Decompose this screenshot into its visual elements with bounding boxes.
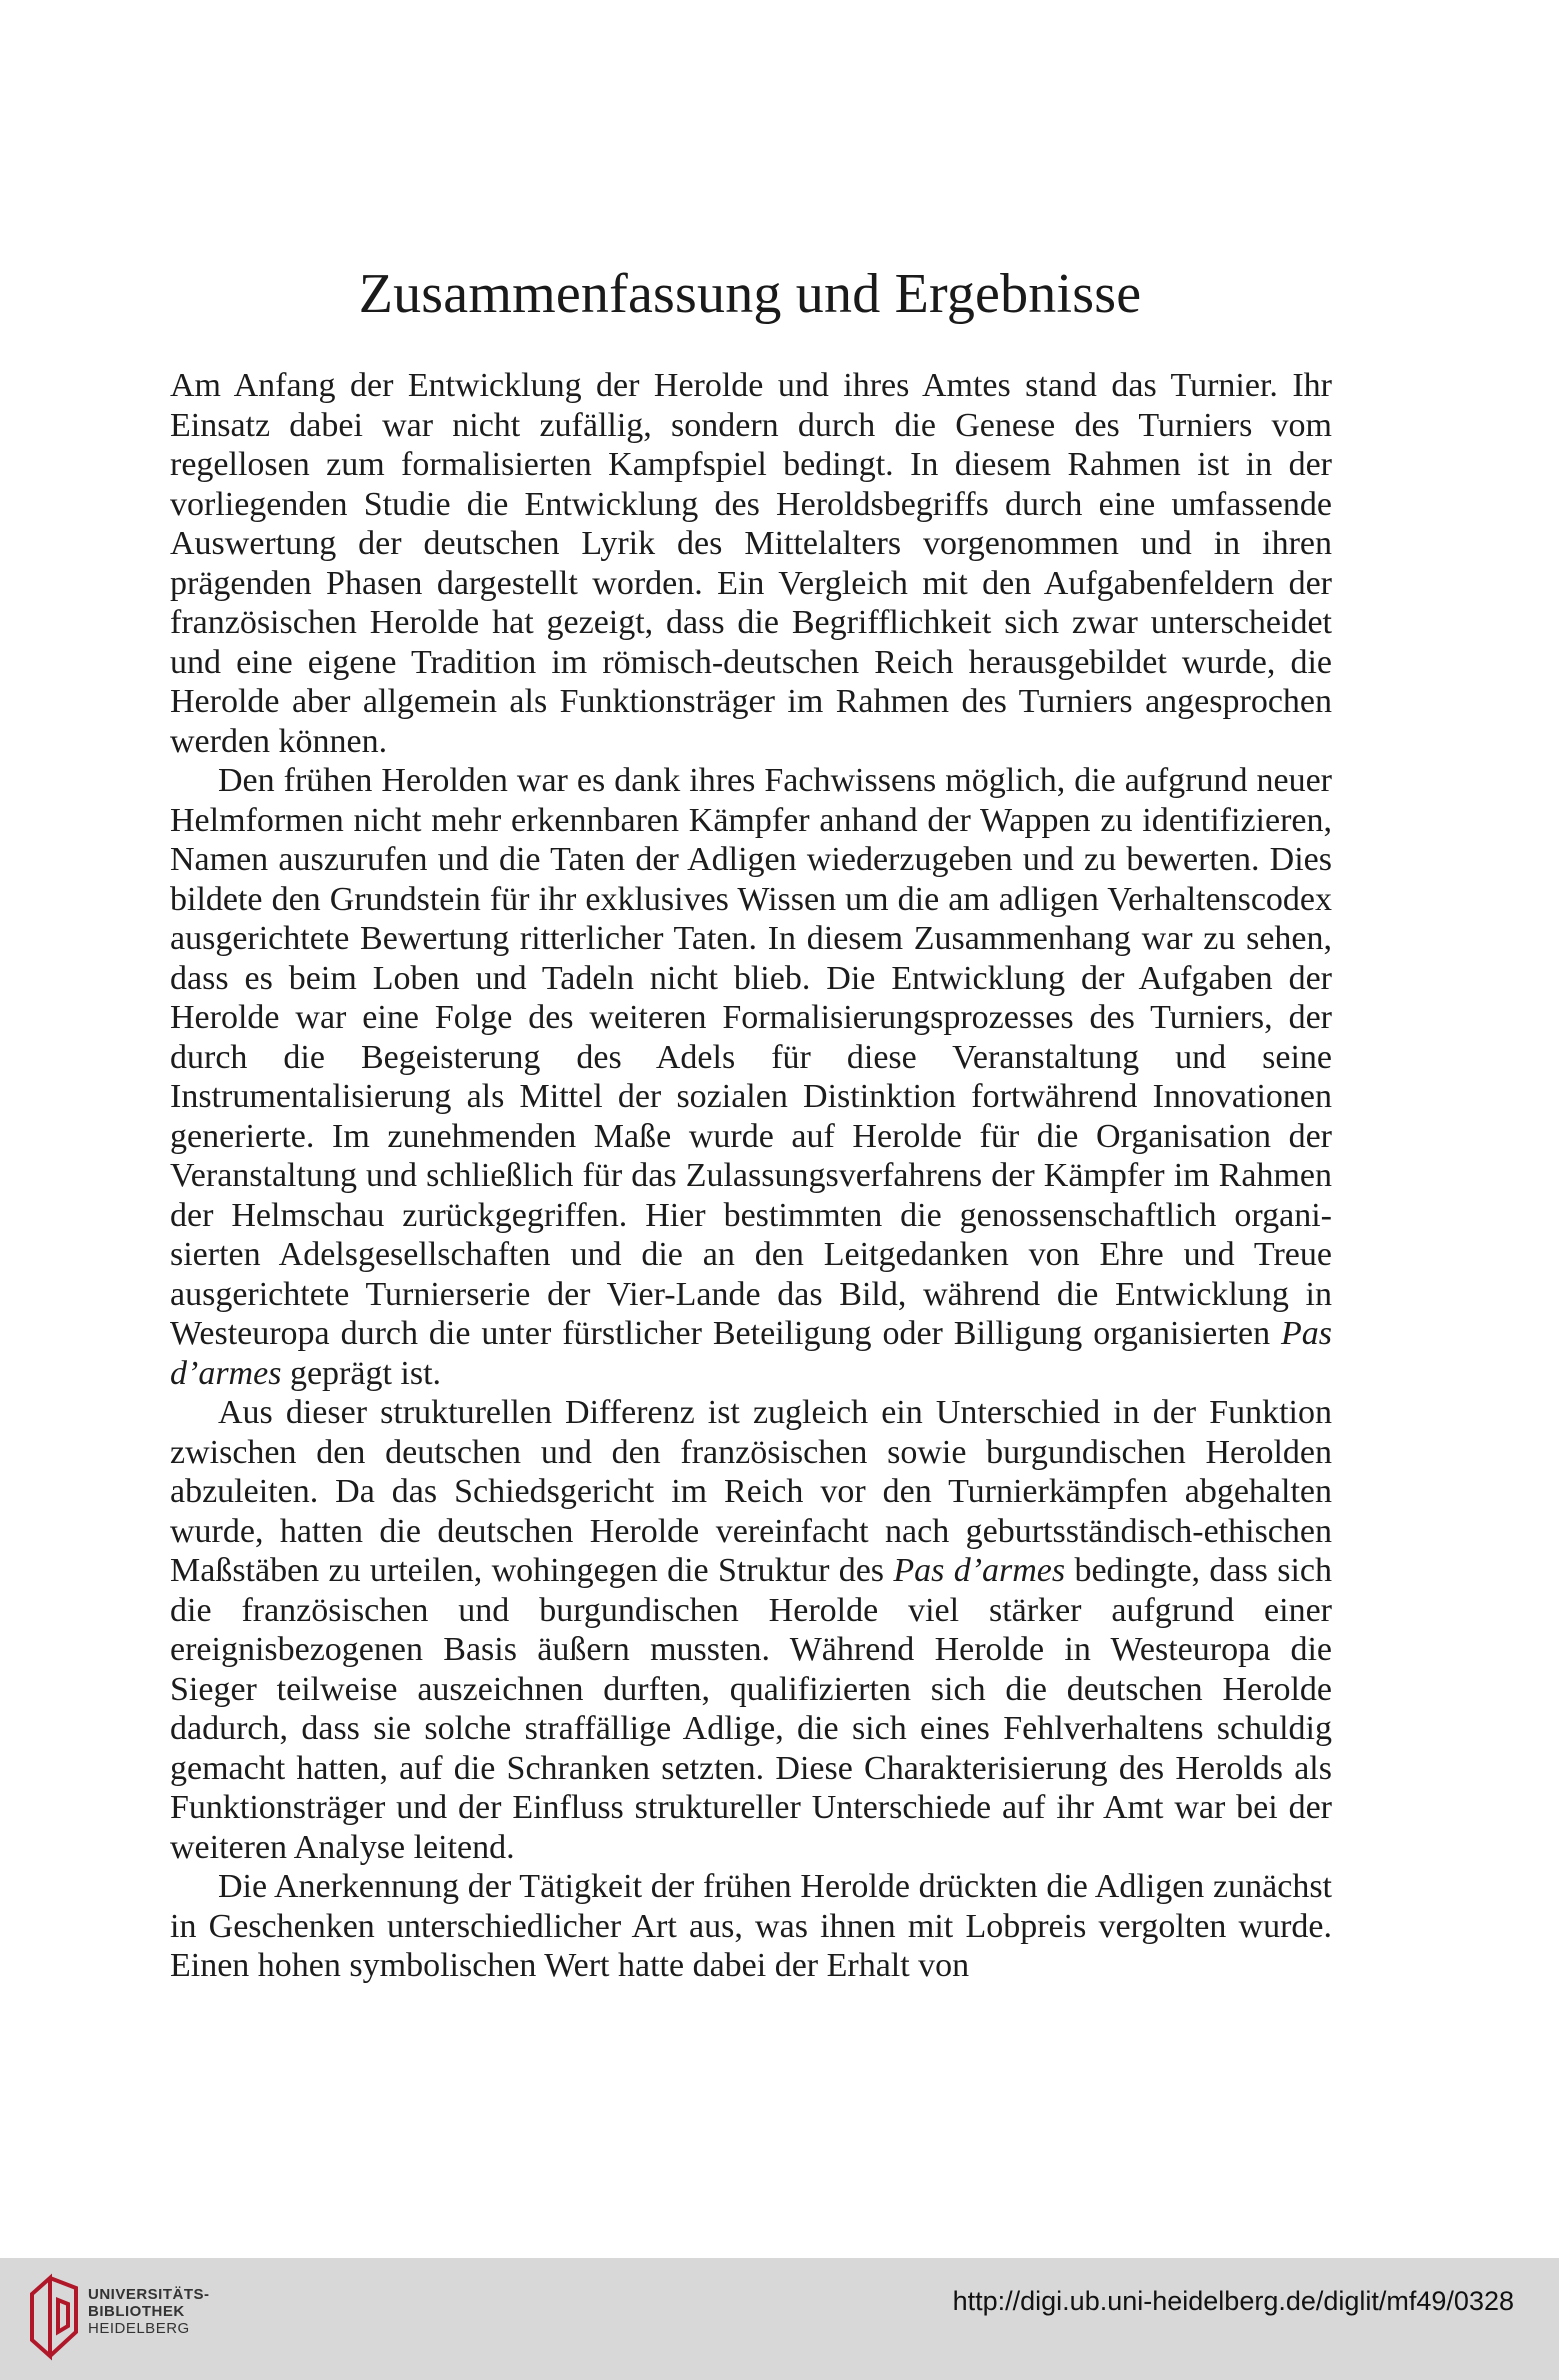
source-url-link[interactable]: http://digi.ub.uni-heidelberg.de/diglit/mf49/0328: [952, 2286, 1514, 2316]
page-title: Zusammenfassung und Ergebnisse: [358, 263, 1142, 325]
footer-bar: [0, 2258, 1559, 2380]
library-name-line: BIBLIOTHEK: [88, 2303, 185, 2320]
paragraph-text: Die Anerkennung der Tätigkeit der frühen Herolde drückten die Adligen zunächst in Geschenken unterschiedlicher Art aus, was ihnen mit Lobpreis vergolten wurde. Einen hohen symbolischen Wert hatte dabei der Erhalt von: [170, 1868, 1332, 1984]
paragraph-text-continued: geprägt ist.: [281, 1354, 442, 1392]
paragraph-2: [170, 761, 1332, 1393]
paragraph-text: Den frühen Herolden war es dank ihres Fachwissens möglich, die aufgrund neuer Helmformen nicht mehr erkennbaren Kämpfer anhand der Wappen zu identifizieren, Namen auszurufen und die Taten der Adligen wiederzugeben und zu bewerten. Dies bildete den Grundstein für ihr exklusives Wissen um die am adligen Verhaltenscodex ausgerichtete Bewertung ritterlicher Taten. In diesem Zusammenhang war zu sehen, dass es beim Loben und Tadeln nicht blieb. Die Entwicklung der Aufgaben der Herolde war eine Folge des weiteren Formalisierungsprozesses des Turniers, der durch die Begeisterung des Adels für diese Veranstaltung und seine Instrumentalisierung als Mittel der sozialen Distinktion fortwährend Innovationen generierte. Im zunehmenden Maße wurde auf Herolde für die Organisation der Veranstaltung und schließlich für das Zulassungsverfahrens der Kämpfer im Rahmen der Helmschau zurückgegriffen. Hier bestimmten die genossenschaftlich organisierten Adelsgesellschaften und die an den Leitgedanken von Ehre und Treue ausgerichtete Turnierserie der Vier-Lande das Bild, während die Entwicklung in Westeuropa durch die unter fürstlicher Beteiligung oder Billigung organisierten: [170, 762, 1332, 1352]
paragraph-3: [170, 1393, 1332, 1867]
italic-term: Pas d’armes: [893, 1552, 1066, 1589]
italic-term: Pas d’armes: [170, 1315, 1332, 1392]
body-text: [170, 366, 1332, 1986]
library-name-line: UNIVERSITÄTS-: [88, 2286, 210, 2303]
library-name-line: HEIDELBERG: [88, 2320, 190, 2337]
library-name: [88, 2286, 210, 2337]
paragraph-1: [170, 366, 1332, 761]
paragraph-4: [170, 1867, 1332, 1986]
paragraph-text-continued: bedingte, dass sich die französischen und burgundischen Herolde viel stärker aufgrund einer ereignisbezogenen Basis äußern mussten. Während Herolde in Westeuropa die Sieger teilweise auszeichnen durften, qualifizierten sich die deutschen Herolde dadurch, dass sie solche straffällige Adlige, die sich eines Fehlverhaltens schuldig gemacht hatten, auf die Schranken setzten. Diese Charakterisierung des Herolds als Funktionsträger und der Einfluss struktureller Unterschiede auf ihr Amt war bei der weiteren Analyse leitend.: [170, 1552, 1333, 1866]
paragraph-text: Am Anfang der Entwicklung der Herolde und ihres Amtes stand das Turnier. Ihr Einsatz dabei war nicht zufällig, sondern durch die Genese des Turniers vom regellosen zum formalisierten Kampfspiel bedingt. In diesem Rahmen ist in der vorliegenden Studie die Entwicklung des Heroldsbegriffs durch eine umfassende Auswertung der deutschen Lyrik des Mittelalters vorgenommen und in ihren prägenden Phasen dargestellt worden. Ein Vergleich mit den Aufgabenfeldern der französischen Herolde hat gezeigt, dass die Begrifflichkeit sich zwar unterscheidet und eine eigene Tradition im römisch-deutschen Reich herausgebildet wurde, die Herolde aber allgemein als Funktionsträger im Rahmen des Turniers angesprochen werden können.: [170, 367, 1332, 760]
paragraph-text: Aus dieser strukturellen Differenz ist zugleich ein Unterschied in der Funktion zwischen den deutschen und den französischen sowie burgundischen Herolden abzuleiten. Da das Schiedsgericht im Reich vor den Turnierkämpfen abgehalten wurde, hatten die deutschen Herolde vereinfacht nach geburtsständisch-ethischen Maßstäben zu urteilen, wohingegen die Struktur des: [170, 1394, 1332, 1589]
library-logo-icon: [28, 2270, 80, 2362]
